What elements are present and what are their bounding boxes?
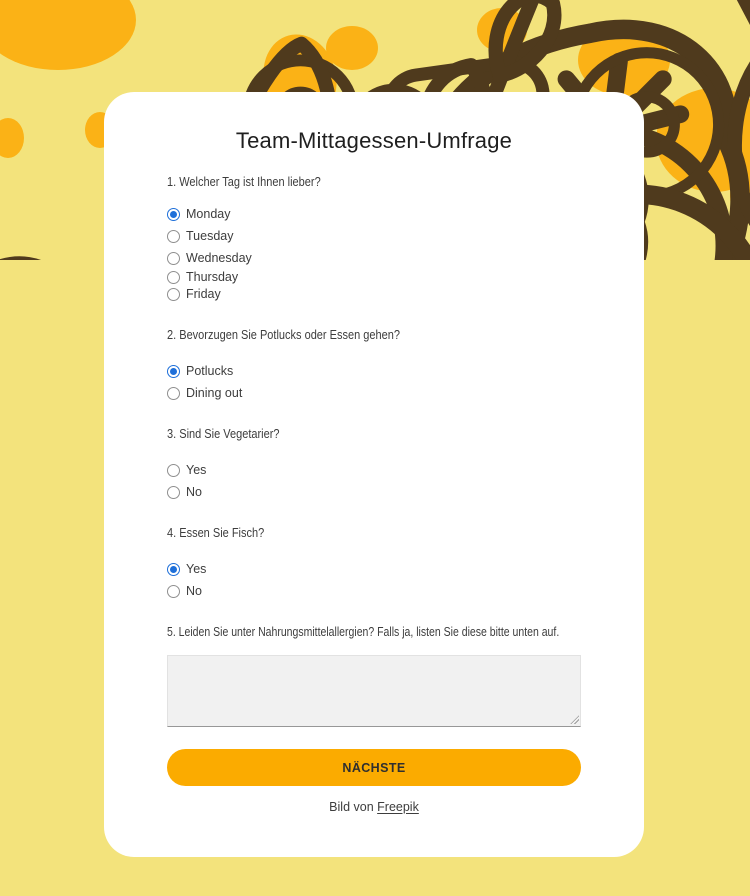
- image-credit: [167, 800, 581, 814]
- radio-option-label: Friday: [186, 287, 221, 301]
- question-4-label: 4. Essen Sie Fisch?: [167, 526, 265, 540]
- question-1-options: [167, 207, 581, 302]
- question-1-label: 1. Welcher Tag ist Ihnen lieber?: [167, 175, 321, 189]
- radio-option-tuesday[interactable]: [167, 229, 581, 244]
- radio-option-label: Tuesday: [186, 229, 234, 243]
- radio-option-dining-out[interactable]: [167, 386, 581, 401]
- next-button[interactable]: NÄCHSTE: [167, 749, 581, 786]
- radio-option-thursday[interactable]: [167, 270, 581, 285]
- question-4-options: [167, 562, 581, 599]
- radio-option-friday[interactable]: [167, 287, 581, 302]
- radio-icon[interactable]: [167, 387, 180, 400]
- radio-icon[interactable]: [167, 208, 180, 221]
- radio-option-label: Dining out: [186, 386, 243, 400]
- radio-option-q3-no[interactable]: [167, 485, 581, 500]
- radio-icon[interactable]: [167, 288, 180, 301]
- page-title: Team-Mittagessen-Umfrage: [235, 128, 513, 153]
- radio-option-label: No: [186, 584, 202, 598]
- orange-blob: [0, 118, 24, 158]
- radio-icon[interactable]: [167, 585, 180, 598]
- radio-option-label: Potlucks: [186, 364, 234, 378]
- radio-option-q4-yes[interactable]: [167, 562, 581, 577]
- survey-card: [104, 92, 644, 857]
- radio-icon[interactable]: [167, 230, 180, 243]
- radio-option-label: No: [186, 485, 202, 499]
- radio-option-potlucks[interactable]: [167, 364, 581, 379]
- radio-icon[interactable]: [167, 252, 180, 265]
- radio-icon[interactable]: [167, 563, 180, 576]
- radio-option-wednesday[interactable]: [167, 251, 581, 266]
- radio-option-q4-no[interactable]: [167, 584, 581, 599]
- radio-option-label: Monday: [186, 207, 231, 221]
- question-2-options: [167, 364, 581, 401]
- question-5-label: 5. Leiden Sie unter Nahrungsmittelallergien? Falls ja, listen Sie diese bitte unten auf.: [167, 625, 560, 639]
- credit-text: Bild von: [329, 800, 374, 814]
- radio-option-monday[interactable]: [167, 207, 581, 222]
- radio-option-label: Wednesday: [186, 251, 252, 265]
- radio-icon[interactable]: [167, 271, 180, 284]
- question-3-label: 3. Sind Sie Vegetarier?: [167, 427, 280, 441]
- allergies-textarea-wrap: [167, 655, 581, 727]
- radio-option-label: Yes: [186, 463, 207, 477]
- allergies-textarea[interactable]: [167, 655, 581, 727]
- radio-option-q3-yes[interactable]: [167, 463, 581, 478]
- freepik-link[interactable]: Freepik: [377, 800, 419, 814]
- radio-icon[interactable]: [167, 365, 180, 378]
- radio-option-label: Yes: [186, 562, 207, 576]
- question-2-label: 2. Bevorzugen Sie Potlucks oder Essen gehen?: [167, 328, 400, 342]
- radio-option-label: Thursday: [186, 270, 239, 284]
- leaf-sprig-icon: [0, 200, 119, 260]
- radio-icon[interactable]: [167, 464, 180, 477]
- orange-blob: [326, 26, 378, 70]
- radio-icon[interactable]: [167, 486, 180, 499]
- orange-blob: [0, 0, 136, 70]
- question-3-options: [167, 463, 581, 500]
